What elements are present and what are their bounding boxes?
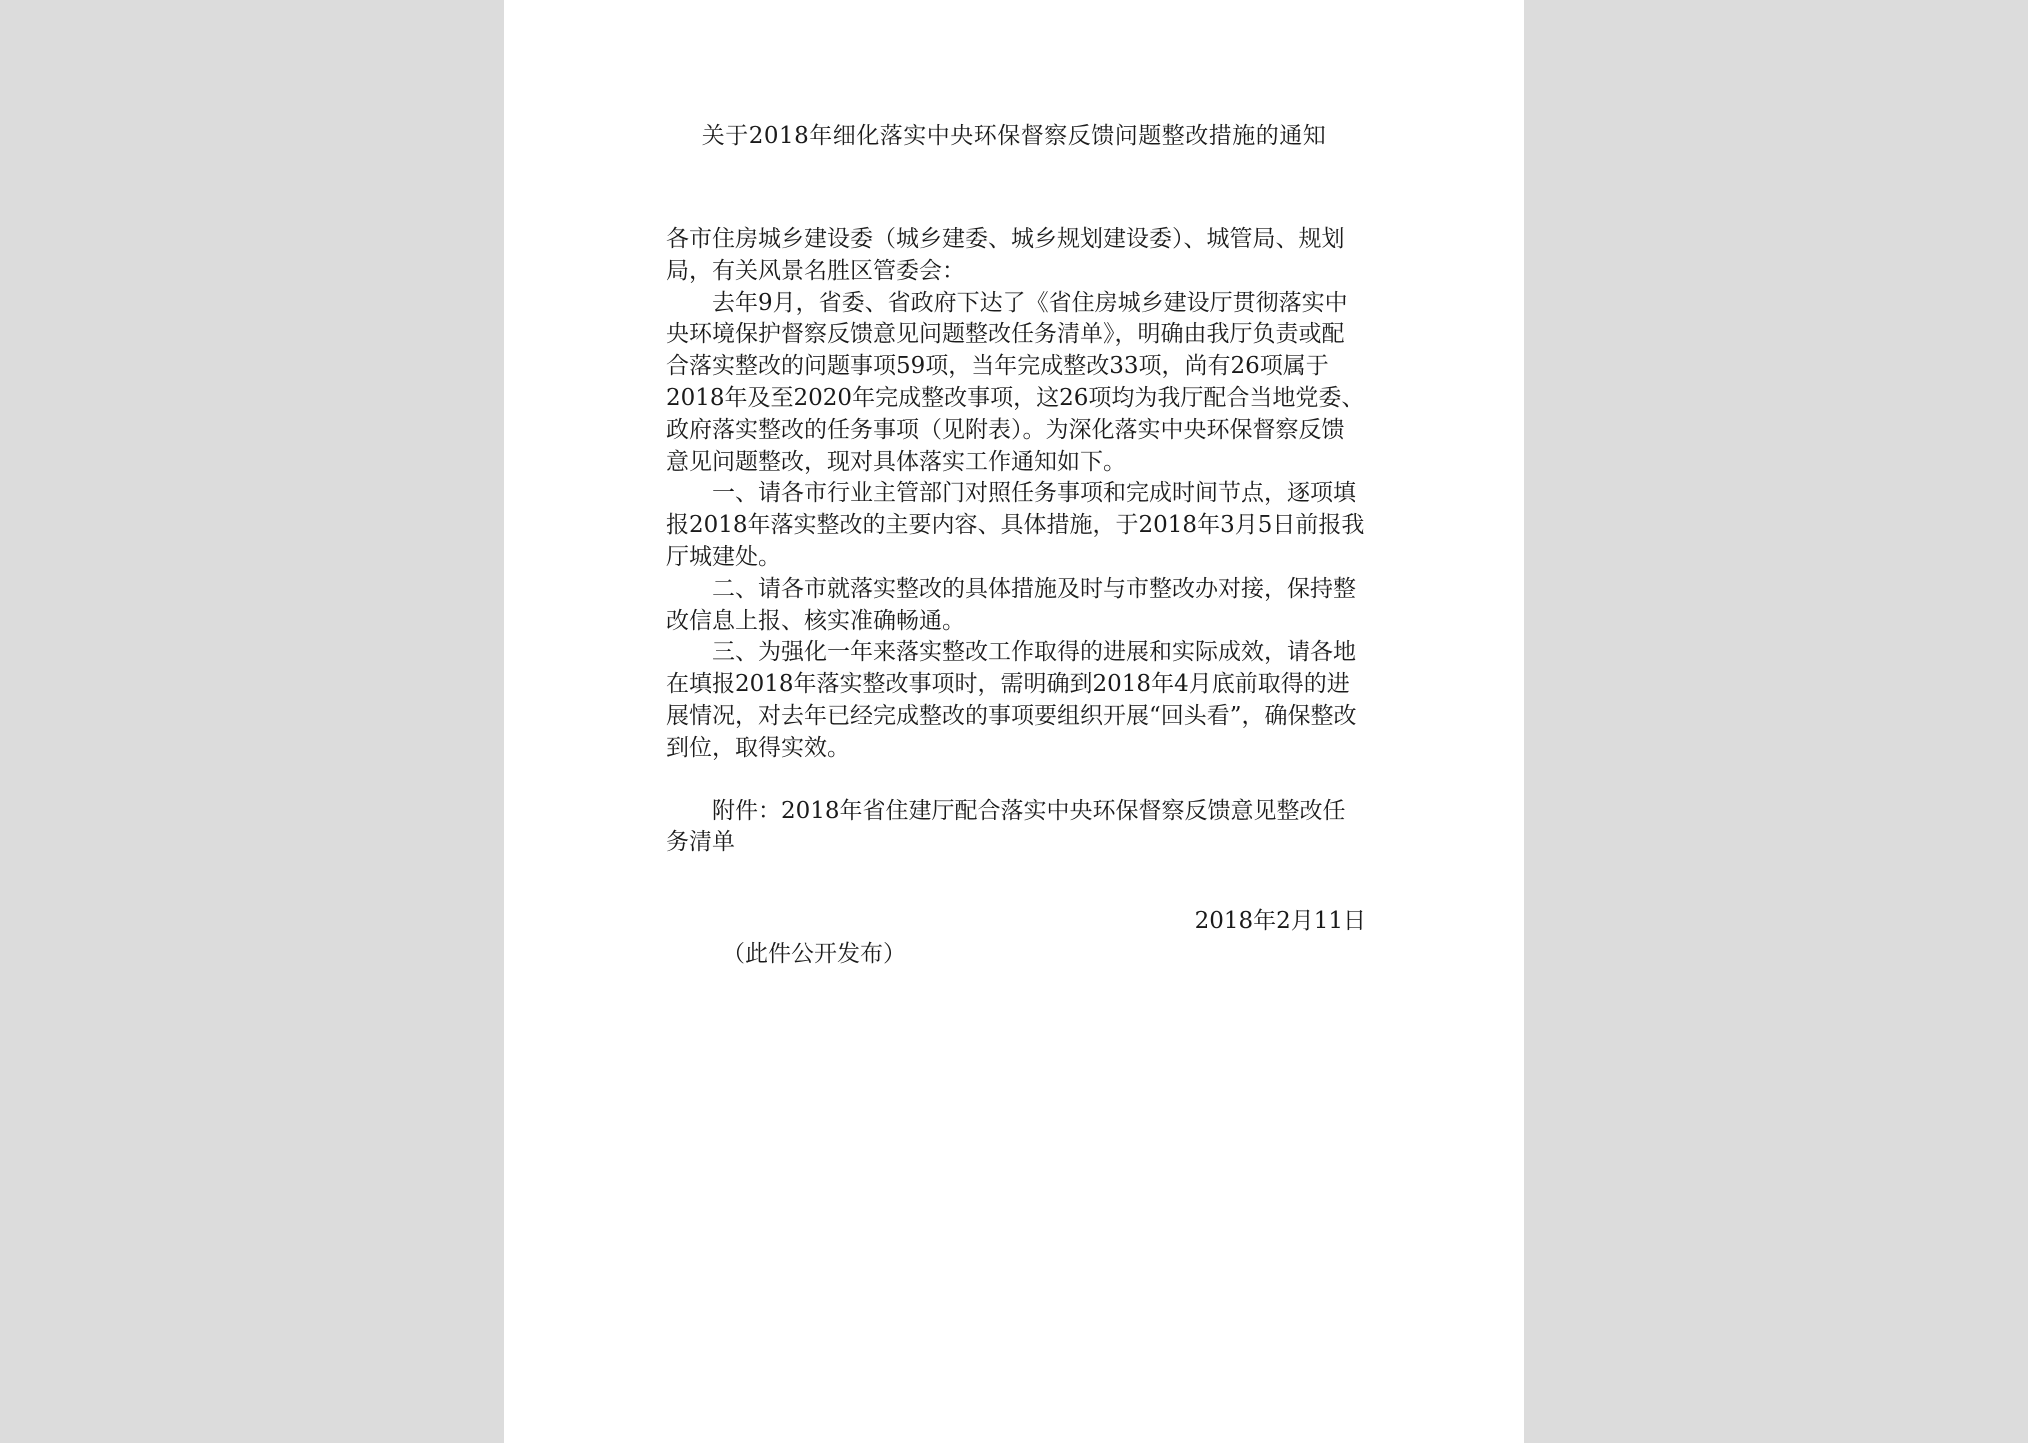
- document-date: 2018年2月11日: [1194, 908, 1366, 934]
- attachment-note: 附件：2018年省住建厅配合落实中央环保督察反馈意见整改任务清单: [666, 797, 1346, 856]
- paragraph-intro: 去年9月，省委、省政府下达了《省住房城乡建设厅贯彻落实中央环境保护督察反馈意见问题整改任务清单》，明确由我厅负责或配合落实整改的问题事项59项，当年完成整改33项，尚有26项属于2018年及至2020年完成整改事项，这26项均为我厅配合当地党委、政府落实整改的任务事项（见附表）。为深化落实中央环保督察反馈意见问题整改，现对具体落实工作通知如下。: [666, 289, 1365, 475]
- release-note: （此件公开发布）: [722, 941, 906, 967]
- document-page: [504, 0, 1524, 1443]
- paragraph-item-1: 一、请各市行业主管部门对照任务事项和完成时间节点，逐项填报2018年落实整改的主要内容、具体措施，于2018年3月5日前报我厅城建处。: [666, 480, 1365, 570]
- salutation: 各市住房城乡建设委（城乡建委、城乡规划建设委）、城管局、规划局，有关风景名胜区管委会：: [666, 226, 1345, 284]
- document-body: [666, 224, 1366, 859]
- paragraph-item-2: 二、请各市就落实整改的具体措施及时与市整改办对接，保持整改信息上报、核实准确畅通。: [666, 575, 1356, 634]
- document-title: 关于2018年细化落实中央环保督察反馈问题整改措施的通知: [701, 123, 1327, 149]
- paragraph-item-3: 三、为强化一年来落实整改工作取得的进展和实际成效，请各地在填报2018年落实整改事项时，需明确到2018年4月底前取得的进展情况，对去年已经完成整改的事项要组织开展“回头看”，确保整改到位，取得实效。: [666, 639, 1357, 761]
